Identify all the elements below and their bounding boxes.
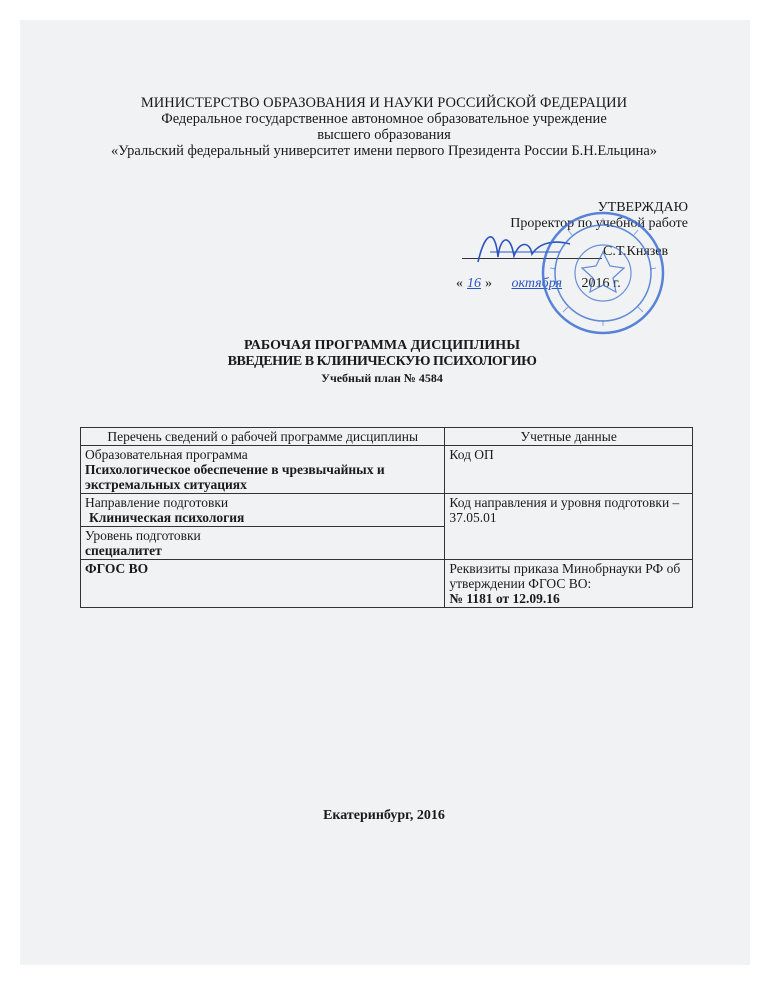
row-right-text: Реквизиты приказа Минобрнауки РФ об утверждении ФГОС ВО: xyxy=(449,561,681,591)
row-label: Уровень подготовки xyxy=(85,528,201,543)
row-label: Направление подготовки xyxy=(85,495,229,510)
table-header-cell: Перечень сведений о рабочей программе дисциплины xyxy=(81,428,445,446)
approver-name: С.Т.Князев xyxy=(603,244,669,259)
date-day: 16 xyxy=(467,276,481,291)
date-quote-close: » xyxy=(485,276,492,291)
program-info-table xyxy=(80,427,693,608)
footer-city-year: Екатеринбург, 2016 xyxy=(323,808,445,823)
table-cell xyxy=(81,494,445,527)
table-cell: Код направления и уровня подготовки – 37.05.01 xyxy=(445,494,693,560)
table-row xyxy=(81,560,693,608)
table-cell xyxy=(81,527,445,560)
institution-type: Федеральное государственное автономное образовательное учреждение xyxy=(161,111,607,127)
title-discipline: ВВЕДЕНИЕ В КЛИНИЧЕСКУЮ ПСИХОЛОГИЮ xyxy=(227,354,537,369)
table-cell xyxy=(445,560,693,608)
approve-label: УТВЕРЖДАЮ xyxy=(597,200,688,215)
date-month: октября xyxy=(511,276,563,291)
ministry-name: МИНИСТЕРСТВО ОБРАЗОВАНИЯ И НАУКИ РОССИЙСКОЙ ФЕДЕРАЦИИ xyxy=(140,95,628,111)
official-seal-icon xyxy=(538,208,668,338)
table-cell: ФГОС ВО xyxy=(81,560,445,608)
document-title xyxy=(0,338,766,386)
title-program: РАБОЧАЯ ПРОГРАММА ДИСЦИПЛИНЫ xyxy=(244,338,520,353)
table-header-row xyxy=(81,428,693,446)
date-year: 2016 г. xyxy=(581,276,621,291)
document-header xyxy=(0,95,768,159)
table-row xyxy=(81,494,693,527)
table-cell xyxy=(81,446,445,494)
education-level: высшего образования xyxy=(317,127,451,143)
row-right-bold: № 1181 от 12.09.16 xyxy=(449,591,560,606)
date-quote-open: « xyxy=(456,276,463,291)
row-label: Образовательная программа xyxy=(85,447,248,462)
title-plan-number: Учебный план № 4584 xyxy=(321,371,443,385)
table-row xyxy=(81,446,693,494)
table-cell: Код ОП xyxy=(445,446,693,494)
table-header-cell: Учетные данные xyxy=(445,428,693,446)
university-name: «Уральский федеральный университет имени первого Президента России Б.Н.Ельцина» xyxy=(110,143,658,159)
approver-position: Проректор по учебной работе xyxy=(510,216,688,231)
row-value: специалитет xyxy=(85,543,162,558)
row-value: Клиническая психология xyxy=(89,510,245,525)
row-value: Психологическое обеспечение в чрезвычайных и экстремальных ситуациях xyxy=(85,462,385,492)
